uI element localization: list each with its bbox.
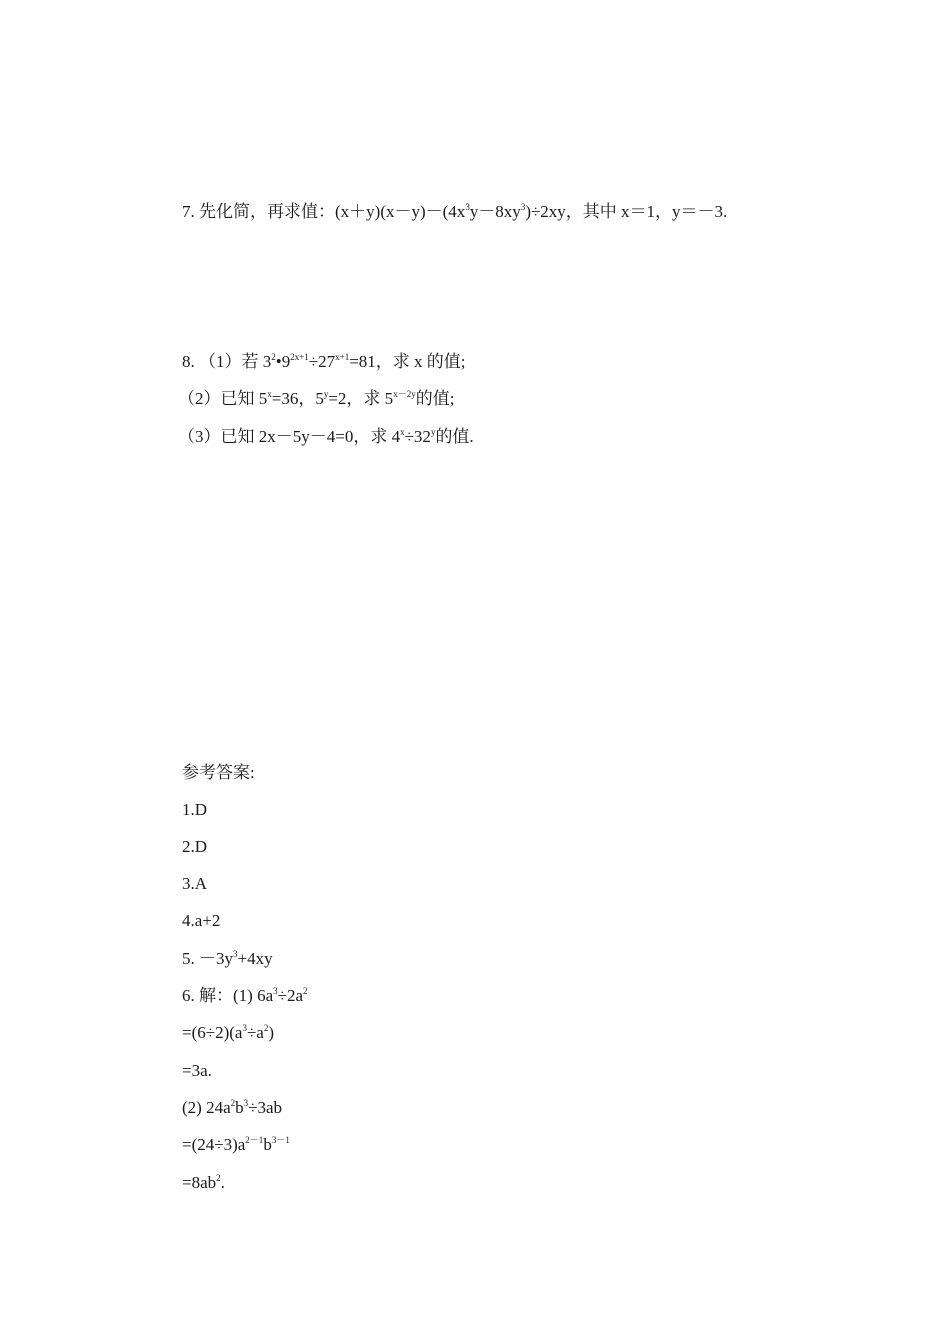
a6l1-text-1: 6. 解：(1) 6a	[182, 986, 274, 1005]
a6l5-text-1: =(24÷3)a	[182, 1135, 246, 1154]
q8p2-text-2: =36，5	[271, 389, 324, 408]
q8p1-exponent-3: x+1	[335, 352, 350, 362]
question-8-part-3	[178, 426, 474, 448]
q8p3-exponent-2: y	[430, 427, 436, 437]
q8p3-text-1: （3）已知 2x－5y－4=0，求 4	[178, 427, 401, 446]
q8p2-exponent-2: y	[323, 389, 329, 399]
a6l1-exponent-1: 3	[273, 986, 278, 996]
a6l6-text-1: =8ab	[182, 1173, 217, 1192]
a5-exponent-1: 3	[233, 949, 238, 959]
q8p1-text-4: =81，求 x 的值;	[349, 352, 466, 371]
answer-6-line-4	[182, 1097, 282, 1119]
a6l2-text-2: ÷a	[246, 1023, 264, 1042]
answer-1: 1.D	[182, 800, 208, 819]
q8p1-exponent-1: 2	[271, 352, 276, 362]
a6l5-text-2: b	[263, 1135, 272, 1154]
a6l4-exponent-1: 2	[230, 1098, 236, 1108]
answer-4: 4.a+2	[182, 911, 221, 930]
a6l6-text-2: .	[220, 1173, 225, 1192]
a6l4-text-2: b	[235, 1098, 244, 1117]
q8p2-text-1: （2）已知 5	[178, 389, 268, 408]
question-7	[182, 201, 727, 223]
a6l5-exponent-1: 2－1	[245, 1135, 264, 1145]
a6l2-text-1: =(6÷2)(a	[182, 1023, 243, 1042]
q8p2-exponent-1: x	[267, 389, 272, 399]
answer-6-line-1	[182, 985, 308, 1007]
q7-exponent-1: 3	[465, 202, 470, 212]
q8p2-text-4: 的值;	[415, 389, 455, 408]
a5-text-2: +4xy	[237, 949, 273, 968]
a6l1-exponent-2: 2	[303, 986, 308, 996]
q8p1-text-2: •9	[275, 352, 291, 371]
a6l2-text-3: )	[268, 1023, 275, 1042]
a6l4-text-3: ÷3ab	[248, 1098, 283, 1117]
q7-text-1: 7. 先化简，再求值：(x＋y)(x－y)－(4x	[182, 202, 466, 221]
q8p3-exponent-1: x	[400, 427, 405, 437]
q7-exponent-2: 3	[520, 202, 526, 212]
q8p2-text-3: =2，求 5	[328, 389, 394, 408]
a6l2-exponent-2: 2	[263, 1023, 269, 1033]
q8p1-exponent-2: 2x+1	[290, 352, 309, 362]
a6l2-exponent-1: 3	[242, 1023, 247, 1033]
a6l4-exponent-2: 3	[243, 1098, 249, 1108]
answers-heading: 参考答案:	[182, 763, 255, 782]
q7-text-2: y－8xy	[469, 202, 521, 221]
q8p1-text-3: ÷27	[308, 352, 336, 371]
q8p2-exponent-3: x－2y	[393, 389, 416, 399]
a6l1-text-2: ÷2a	[277, 986, 304, 1005]
a6l5-exponent-2: 3－1	[271, 1135, 290, 1145]
q8p1-text-1: 8. （1）若 3	[182, 352, 272, 371]
answer-3: 3.A	[182, 874, 208, 893]
a5-text-1: 5. －3y	[182, 949, 233, 968]
answer-6-line-3: =3a.	[182, 1061, 212, 1080]
q8p3-text-2: ÷32	[404, 427, 431, 446]
question-8-part-1	[182, 351, 466, 373]
a6l6-exponent-1: 2	[216, 1173, 221, 1183]
answer-5	[182, 948, 273, 970]
a6l4-text-1: (2) 24a	[182, 1098, 231, 1117]
answer-6-line-5	[182, 1134, 290, 1156]
question-8-part-2	[178, 388, 454, 410]
answer-6-line-6	[182, 1172, 225, 1194]
answer-6-line-2	[182, 1022, 274, 1044]
answer-2: 2.D	[182, 837, 208, 856]
q7-text-3: )÷2xy，其中 x＝1，y＝－3.	[525, 202, 728, 221]
q8p3-text-3: 的值.	[435, 427, 474, 446]
